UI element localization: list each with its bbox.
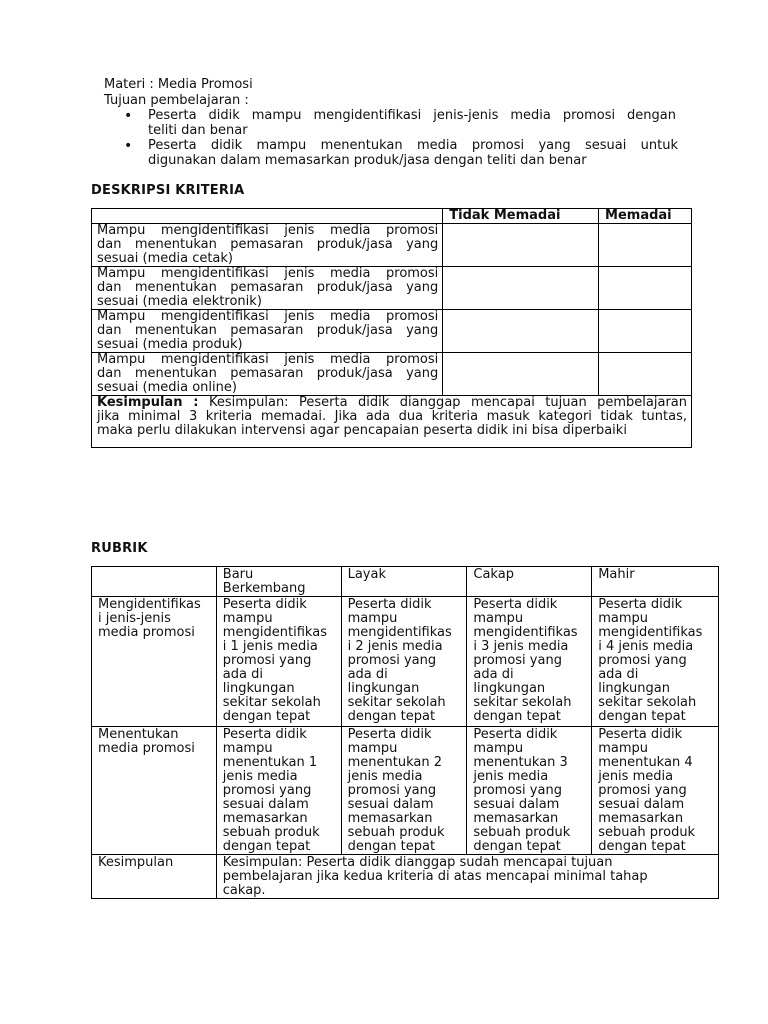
rubrik-cell: Peserta didik mampu mengidentifikas i 3 jenis media promosi yang ada di lingkungan sekitar sekolah dengan tepat (467, 597, 592, 727)
rubrik-cell: Peserta didik mampu menentukan 4 jenis media promosi yang sesuai dalam memasarkan sebuah produk dengan tepat (592, 727, 719, 855)
tujuan-item-1-line2: teliti dan benar (148, 123, 248, 138)
header-cakap: Cakap (467, 567, 592, 597)
table-row (92, 727, 719, 855)
kesimpulan-label: Kesimpulan : (97, 395, 199, 410)
criteria-cell (92, 310, 443, 353)
table-row (92, 310, 692, 353)
rubrik-cell: Peserta didik mampu mengidentifikas i 2 jenis media promosi yang ada di lingkungan sekitar sekolah dengan tepat (341, 597, 467, 727)
memadai-cell (599, 267, 692, 310)
criteria-line: Mampu mengidentifikasi jenis media promosi (97, 352, 439, 367)
header-baru-berkembang: Baru Berkembang (216, 567, 341, 597)
tujuan-item-1-line1: Peserta didik mampu mengidentifikasi jenis-jenis media promosi dengan (148, 108, 676, 123)
row-label-kesimpulan: Kesimpulan (92, 855, 217, 899)
table-row (92, 224, 692, 267)
kesimpulan-row (92, 396, 692, 448)
tujuan-item-2-line2: digunakan dalam memasarkan produk/jasa dengan teliti dan benar (148, 153, 587, 168)
bullet-icon: • (124, 108, 133, 124)
memadai-cell (599, 224, 692, 267)
rubrik-table (91, 566, 719, 899)
criteria-line: dan menentukan pemasaran produk/jasa yang (97, 366, 439, 381)
materi-line: Materi : Media Promosi (104, 77, 253, 92)
criteria-cell (92, 353, 443, 396)
tujuan-item-2-line1: Peserta didik mampu menentukan media promosi yang sesuai untuk (148, 138, 678, 153)
header-memadai: Memadai (599, 209, 692, 224)
criteria-line: Mampu mengidentifikasi jenis media promosi (97, 266, 439, 281)
header-mahir: Mahir (592, 567, 719, 597)
criteria-cell (92, 224, 443, 267)
table-row (92, 267, 692, 310)
criteria-line: dan menentukan pemasaran produk/jasa yang (97, 280, 439, 295)
kesimpulan-cell (92, 396, 692, 448)
kesimpulan-text: Kesimpulan: Peserta didik dianggap mencapai tujuan pembelajaran (198, 395, 688, 410)
bullet-icon: • (124, 138, 133, 154)
criteria-line: sesuai (media elektronik) (97, 294, 262, 309)
criteria-line: Mampu mengidentifikasi jenis media promosi (97, 309, 439, 324)
tidak-memadai-cell (443, 310, 599, 353)
criteria-line: sesuai (media cetak) (97, 251, 233, 266)
rubrik-cell: Peserta didik mampu menentukan 3 jenis media promosi yang sesuai dalam memasarkan sebuah produk dengan tepat (467, 727, 592, 855)
rubrik-kesimpulan-cell: Kesimpulan: Peserta didik dianggap sudah mencapai tujuan pembelajaran jika kedua kriteria di atas mencapai minimal tahap cakap. (216, 855, 718, 899)
tidak-memadai-cell (443, 267, 599, 310)
rubrik-header-row (92, 567, 719, 597)
criteria-line: Mampu mengidentifikasi jenis media promosi (97, 223, 439, 238)
header-empty-cell (92, 209, 443, 224)
table-row (92, 353, 692, 396)
criteria-line: sesuai (media online) (97, 380, 237, 395)
memadai-cell (599, 310, 692, 353)
kesimpulan-line (97, 396, 687, 410)
kesimpulan-line: maka perlu dilakukan intervensi agar pencapaian peserta didik ini bisa diperbaiki (97, 423, 627, 438)
kesimpulan-line: jika minimal 3 kriteria memadai. Jika ada dua kriteria masuk kategori tidak tuntas, (97, 409, 687, 424)
row-label-mengidentifikasi: Mengidentifikas i jenis-jenis media promosi (92, 597, 217, 727)
tujuan-label: Tujuan pembelajaran : (104, 93, 249, 108)
deskripsi-kriteria-heading: DESKRIPSI KRITERIA (91, 183, 245, 198)
criteria-line: dan menentukan pemasaran produk/jasa yang (97, 323, 439, 338)
criteria-line: sesuai (media produk) (97, 337, 243, 352)
table-row (92, 855, 719, 899)
tidak-memadai-cell (443, 353, 599, 396)
header-empty-cell (92, 567, 217, 597)
criteria-cell (92, 267, 443, 310)
header-layak: Layak (341, 567, 467, 597)
rubrik-cell: Peserta didik mampu menentukan 2 jenis media promosi yang sesuai dalam memasarkan sebuah produk dengan tepat (341, 727, 467, 855)
header-tidak-memadai: Tidak Memadai (443, 209, 599, 224)
tidak-memadai-cell (443, 224, 599, 267)
row-label-menentukan: Menentukan media promosi (92, 727, 217, 855)
rubrik-cell: Peserta didik mampu mengidentifikas i 4 jenis media promosi yang ada di lingkungan sekitar sekolah dengan tepat (592, 597, 719, 727)
rubrik-cell: Peserta didik mampu mengidentifikas i 1 jenis media promosi yang ada di lingkungan sekitar sekolah dengan tepat (216, 597, 341, 727)
table-row (92, 597, 719, 727)
deskripsi-kriteria-table (91, 208, 692, 448)
rubrik-cell: Peserta didik mampu menentukan 1 jenis media promosi yang sesuai dalam memasarkan sebuah produk dengan tepat (216, 727, 341, 855)
table-header-row (92, 209, 692, 224)
criteria-line: dan menentukan pemasaran produk/jasa yang (97, 237, 439, 252)
memadai-cell (599, 353, 692, 396)
rubrik-heading: RUBRIK (91, 541, 148, 556)
